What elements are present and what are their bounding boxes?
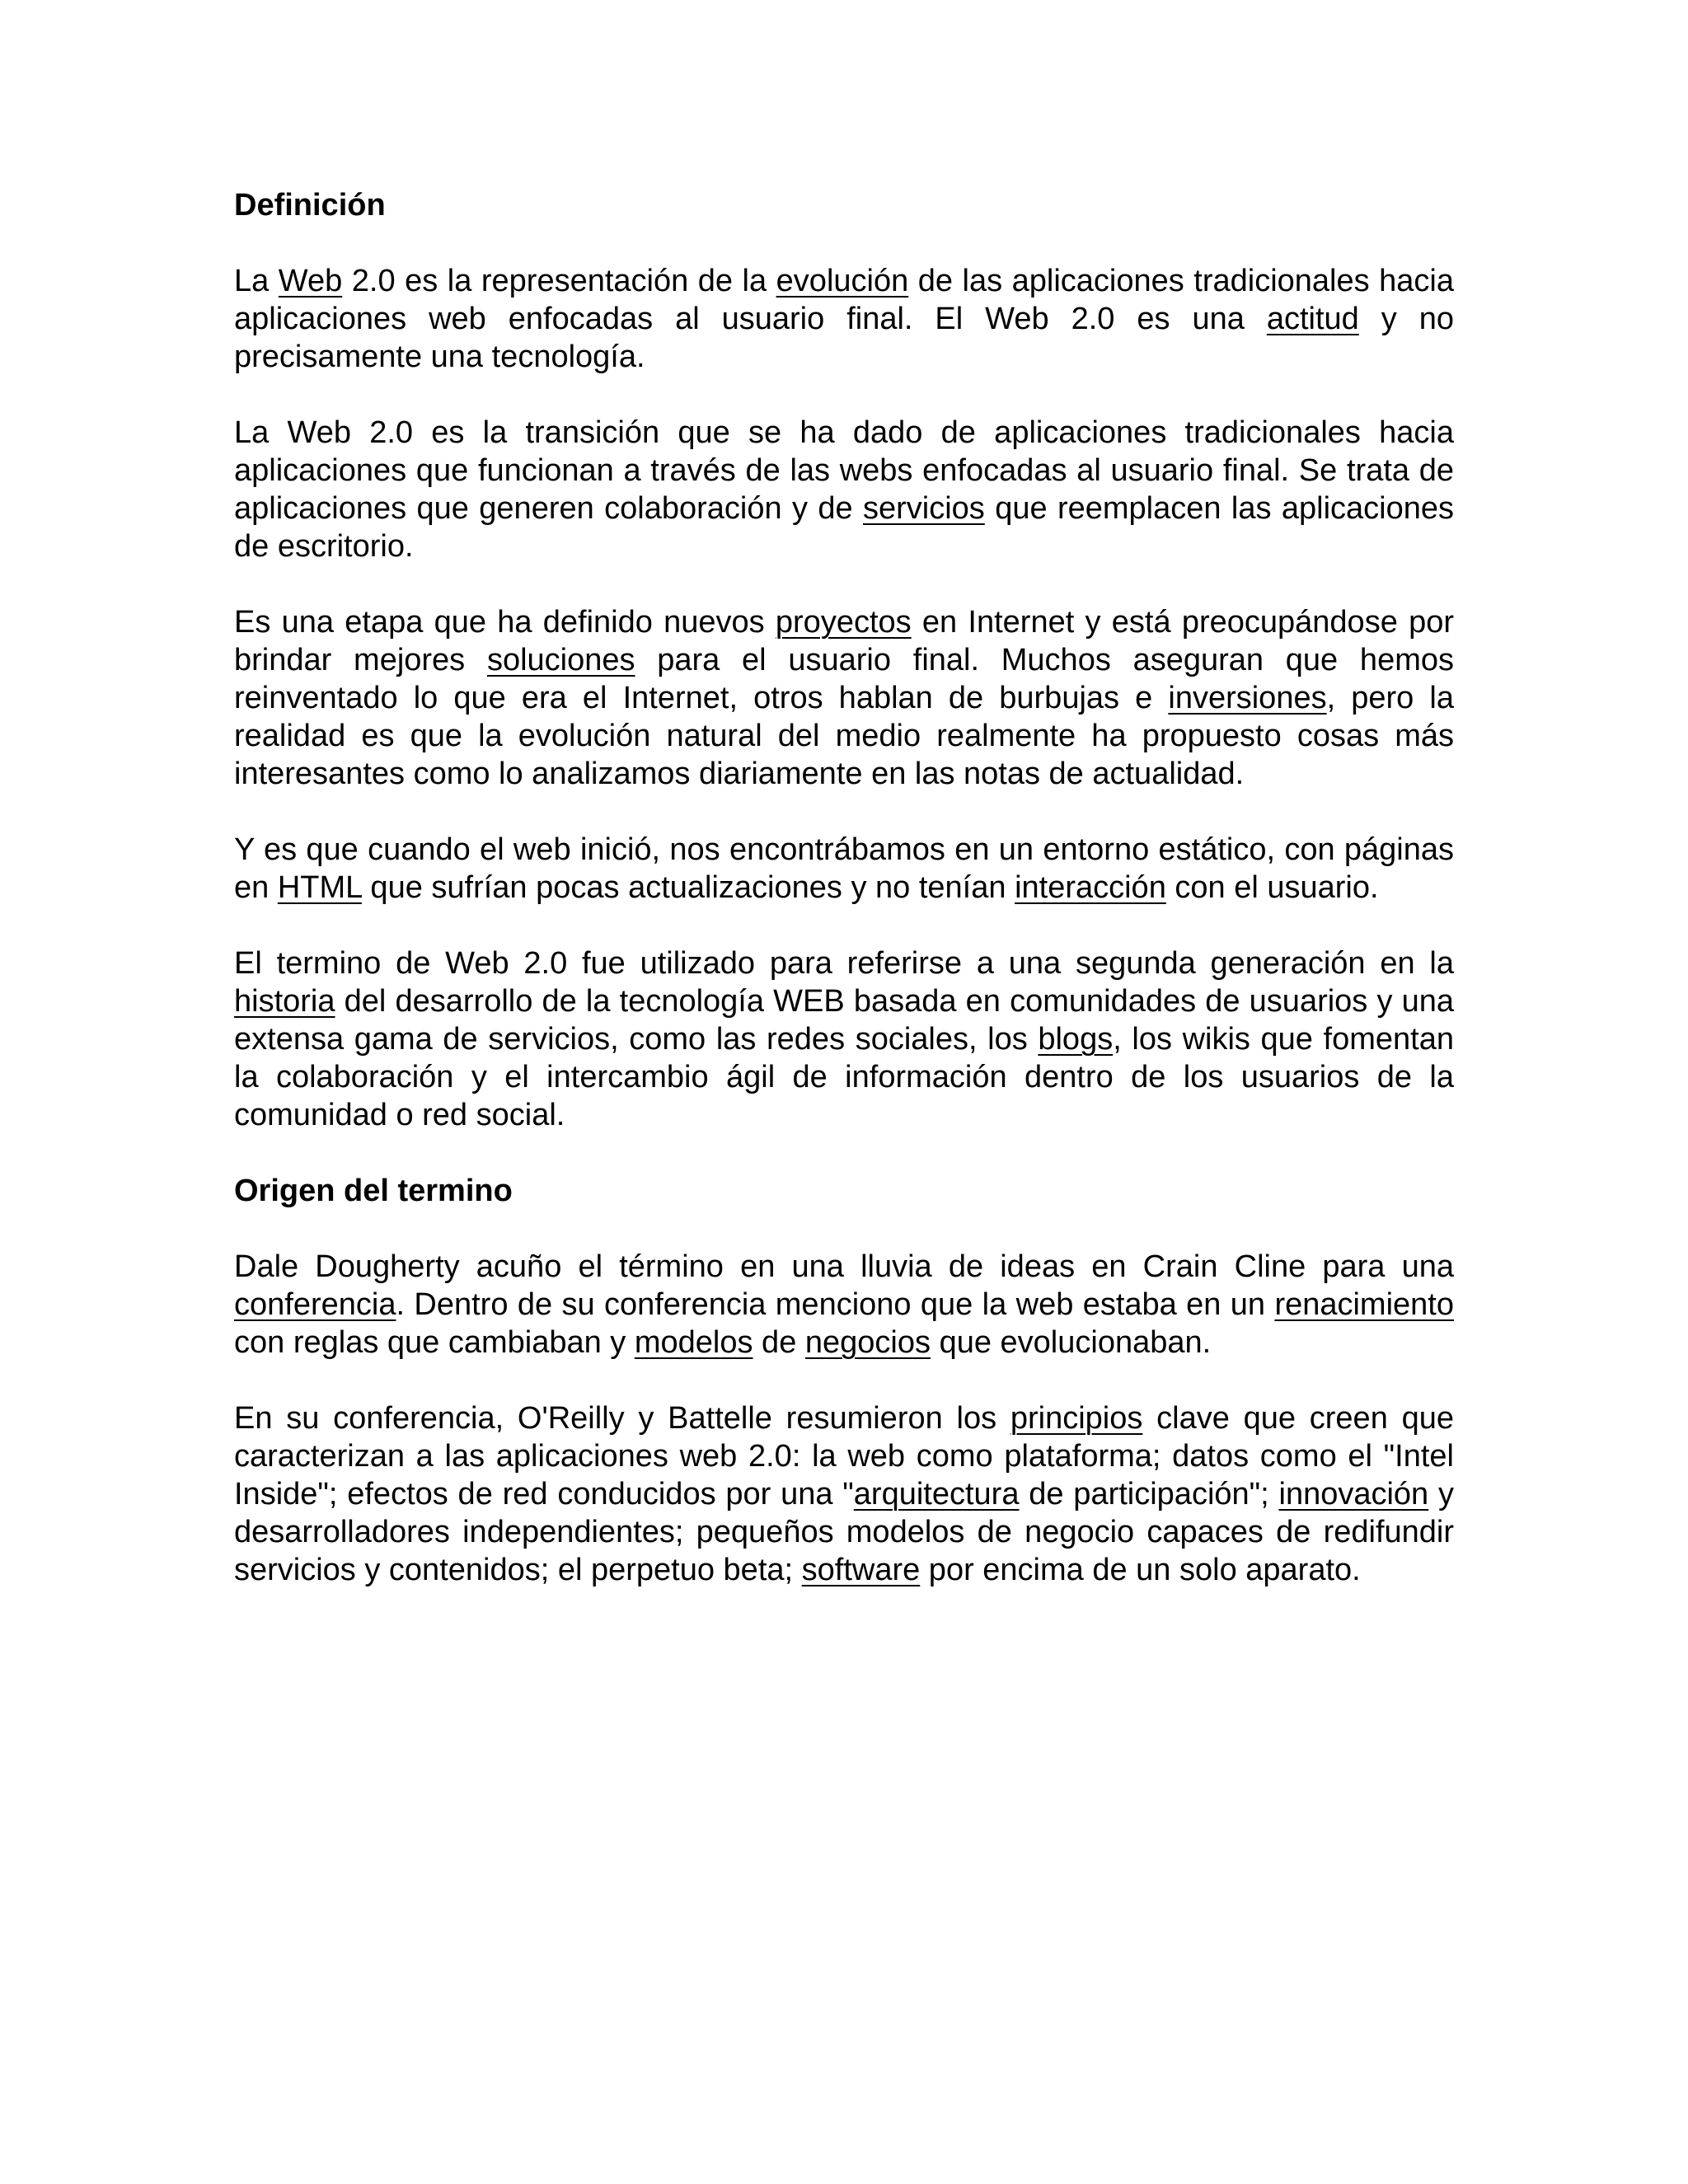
- text: del desarrollo de la tecnología WEB basada en comunidades de usuarios y una extensa gama de servicios, como las redes sociales, los: [234, 984, 1454, 1057]
- text: Es una etapa que ha definido nuevos: [234, 605, 776, 640]
- paragraph-6: [234, 1248, 1454, 1361]
- text: por encima de un solo aparato.: [920, 1553, 1361, 1587]
- link-renacimiento[interactable]: renacimiento: [1274, 1287, 1454, 1322]
- text: Dale Dougherty acuño el término en una lluvia de ideas en Crain Cline para una: [234, 1249, 1454, 1284]
- link-software[interactable]: software: [801, 1553, 921, 1587]
- link-proyectos[interactable]: proyectos: [775, 605, 912, 640]
- text: que reemplacen las aplicaciones de escritorio.: [234, 491, 1454, 564]
- paragraph-3: [234, 603, 1454, 793]
- text: y desarrolladores independientes; pequeños modelos de negocio capaces de redifundir servicios y contenidos; el perpetuo beta;: [234, 1477, 1454, 1587]
- link-html[interactable]: HTML: [277, 870, 362, 905]
- text: con el usuario.: [1165, 870, 1379, 905]
- link-arquitectura[interactable]: arquitectura: [853, 1477, 1020, 1511]
- link-innovacion[interactable]: innovación: [1278, 1477, 1429, 1511]
- link-web[interactable]: Web: [278, 264, 343, 298]
- definition-heading: Definición: [234, 188, 386, 223]
- text: clave que creen que caracterizan a las aplicaciones web 2.0: la web como plataforma; datos como el "Intel Inside"; efectos de red conducidos por una ": [234, 1401, 1454, 1511]
- origin-heading: Origen del termino: [234, 1174, 513, 1208]
- link-interaccion[interactable]: interacción: [1015, 870, 1166, 905]
- spacer: [234, 1210, 1454, 1248]
- text: La: [234, 264, 279, 298]
- text: con reglas que cambiaban y: [234, 1325, 635, 1360]
- paragraph-7: [234, 1399, 1454, 1589]
- text: de las aplicaciones tradicionales hacia aplicaciones web enfocadas al usuario final. El Web 2.0 es una: [234, 264, 1455, 336]
- text: La Web 2.0 es la transición que se ha dado de aplicaciones tradicionales hacia aplicaciones que funcionan a través de las webs enfocadas al usuario final. Se trata de aplicaciones que generen colaboración y de: [234, 415, 1454, 526]
- link-actitud[interactable]: actitud: [1266, 302, 1359, 336]
- link-conferencia[interactable]: conferencia: [234, 1287, 396, 1322]
- text: , los wikis que fomentan la colaboración y el intercambio ágil de información dentro de los usuarios de la comunidad o red social.: [234, 1022, 1454, 1132]
- link-evolucion[interactable]: evolución: [776, 264, 909, 298]
- spacer: [234, 224, 1454, 262]
- link-principios[interactable]: principios: [1010, 1401, 1143, 1436]
- text: de participación";: [1019, 1477, 1279, 1511]
- spacer: [234, 565, 1454, 603]
- link-soluciones[interactable]: soluciones: [486, 643, 635, 677]
- text: para el usuario final. Muchos aseguran que hemos reinventado lo que era el Internet, otros hablan de burbujas e: [234, 643, 1454, 715]
- spacer: [234, 1361, 1454, 1399]
- text: de: [753, 1325, 805, 1360]
- link-inversiones[interactable]: inversiones: [1168, 681, 1327, 715]
- link-blogs[interactable]: blogs: [1038, 1022, 1114, 1057]
- document-page: [234, 186, 1454, 1589]
- text: , pero la realidad es que la evolución natural del medio realmente ha propuesto cosas más interesantes como lo analizamos diariamente en las notas de actualidad.: [234, 681, 1454, 791]
- text: En su conferencia, O'Reilly y Battelle resumieron los: [234, 1401, 1010, 1436]
- paragraph-2: [234, 414, 1454, 565]
- paragraph-5: [234, 944, 1454, 1134]
- spacer: [234, 1134, 1454, 1172]
- text: 2.0 es la representación de la: [342, 264, 776, 298]
- spacer: [234, 376, 1454, 414]
- link-modelos[interactable]: modelos: [634, 1325, 753, 1360]
- spacer: [234, 793, 1454, 831]
- text: que sufrían pocas actualizaciones y no tenían: [361, 870, 1015, 905]
- paragraph-4: [234, 831, 1454, 907]
- text: y no precisamente una tecnología.: [234, 302, 1455, 374]
- spacer: [234, 907, 1454, 944]
- text: . Dentro de su conferencia menciono que la web estaba en un: [396, 1287, 1275, 1322]
- paragraph-1: [234, 262, 1454, 376]
- link-servicios[interactable]: servicios: [863, 491, 985, 526]
- text: en Internet y está preocupándose por brindar mejores: [234, 605, 1454, 677]
- link-negocios[interactable]: negocios: [804, 1325, 931, 1360]
- text: que evolucionaban.: [931, 1325, 1212, 1360]
- link-historia[interactable]: historia: [234, 984, 335, 1019]
- text: Y es que cuando el web inició, nos encontrábamos en un entorno estático, con páginas en: [234, 832, 1454, 905]
- text: El termino de Web 2.0 fue utilizado para referirse a una segunda generación en la: [234, 946, 1454, 981]
